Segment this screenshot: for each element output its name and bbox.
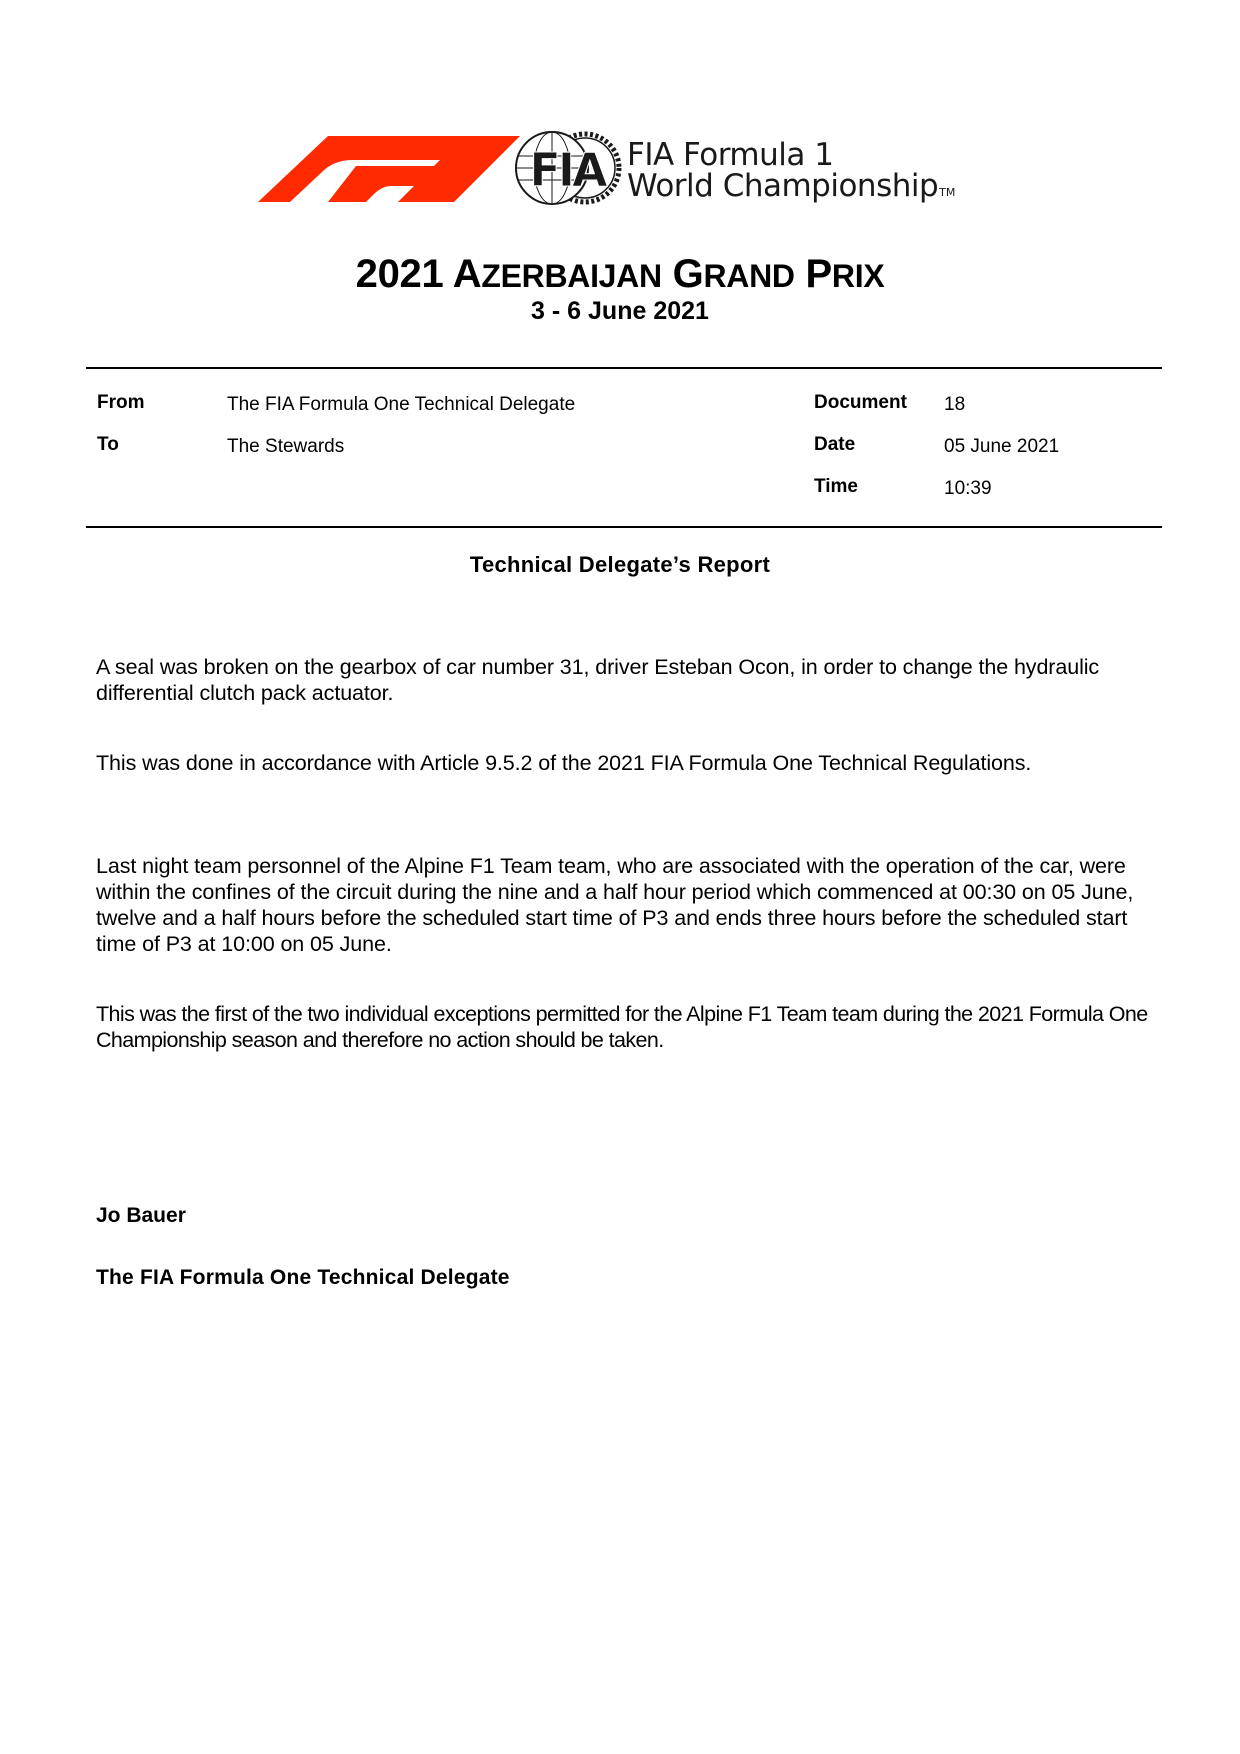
event-word-2-rest: RAND [703, 258, 795, 294]
f1-logo [258, 134, 520, 204]
report-paragraph: This was done in accordance with Article 9.5.2 of the 2021 FIA Formula One Technical Regulations. [96, 751, 1032, 775]
signatory-name: Jo Bauer [96, 1204, 186, 1227]
event-word-1-initial: A [452, 252, 482, 296]
event-word-1-rest: ZERBAIJAN [481, 258, 662, 294]
event-word-3-initial: P [805, 252, 832, 296]
event-title [0, 250, 1240, 300]
to-value: The Stewards [227, 436, 345, 457]
event-word-3-rest: RIX [831, 258, 885, 294]
fia-letters: FIA [529, 143, 605, 197]
header-top-rule [86, 367, 1162, 369]
trademark-symbol: TM [939, 186, 956, 199]
document-number: 18 [944, 394, 966, 415]
event-word-1 [453, 252, 662, 296]
logo-brand-line2-text: World Championship [627, 168, 939, 204]
report-paragraph: This was the first of the two individual exceptions permitted for the Alpine F1 Team team during the 2021 Formula One Championship season and therefore no action should be taken. [96, 1002, 1148, 1052]
event-dates: 3 - 6 June 2021 [531, 297, 709, 325]
signatory-title: The FIA Formula One Technical Delegate [96, 1266, 510, 1289]
date-value: 05 June 2021 [944, 436, 1060, 457]
logo-brand-line2 [627, 168, 956, 208]
event-word-2 [673, 252, 795, 296]
event-word-3 [806, 252, 885, 296]
from-label: From [97, 392, 145, 413]
fia-emblem [512, 129, 624, 207]
event-word-2-initial: G [672, 252, 704, 296]
report-title: Technical Delegate’s Report [469, 552, 771, 577]
document-label: Document [814, 392, 907, 413]
report-paragraph: Last night team personnel of the Alpine F1 Team team, who are associated with the operation of the car, were within the confines of the circuit during the nine and a half hour period which commenced at 00:30 on 05 June, twelve and a half hours before the scheduled start time of P3 and ends three hours before the scheduled start time of P3 at 10:00 on 05 June. [96, 854, 1134, 956]
to-label: To [97, 434, 119, 455]
from-value: The FIA Formula One Technical Delegate [227, 394, 576, 415]
header-bottom-rule [86, 526, 1162, 528]
date-label: Date [814, 434, 856, 455]
event-year: 2021 [355, 252, 444, 296]
time-label: Time [814, 476, 859, 497]
logo-brand-line1: FIA Formula 1 [627, 137, 834, 173]
time-value: 10:39 [944, 478, 992, 499]
report-paragraph: A seal was broken on the gearbox of car number 31, driver Esteban Ocon, in order to change the hydraulic differential clutch pack actuator. [96, 655, 1100, 705]
